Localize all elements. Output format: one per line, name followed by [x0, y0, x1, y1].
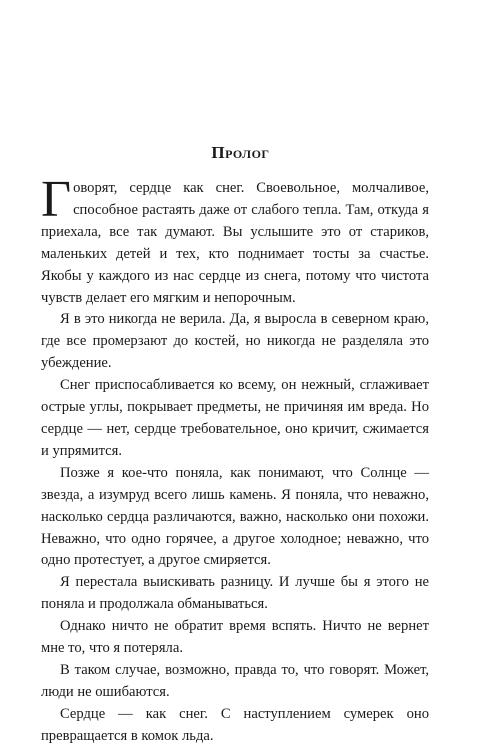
- drop-cap: Г: [41, 171, 72, 228]
- paragraph-8: Сердце — как снег. С наступлением сумерек оно превращается в комок льда.: [41, 705, 429, 744]
- paragraph-2: Я в это никогда не верила. Да, я выросла в северном краю, где все промерзают до костей, но никогда не разделяла это убеждение.: [41, 311, 429, 372]
- paragraph-7: В таком случае, возможно, правда то, что говорят. Может, люди не ошибаются.: [41, 661, 429, 700]
- paragraph-1-text: оворят, сердце как снег. Своевольное, молчаливое, способное растаять даже от слабого тепла. Там, откуда я приехала, все так думают. Вы услышите это от стариков, маленьких детей и тех, кто поднимает тосты за счастье. Якобы у каждого из нас сердце из снега, потому что чистота чувств делает его мягким и непорочным.: [41, 180, 429, 306]
- body-text: [41, 171, 429, 748]
- paragraph-3: Снег приспосабливается ко всему, он нежный, сглаживает острые углы, покрывает предметы, не причиняя им вреда. Но сердце — нет, сердце требовательное, оно кричит, сжимается и упрямится.: [41, 377, 429, 459]
- paragraph-6: Однако ничто не обратит время вспять. Ничто не вернет мне то, что я потеряла.: [41, 618, 429, 657]
- paragraph-1: [41, 171, 429, 309]
- chapter-title: Пролог: [211, 143, 270, 162]
- paragraph-4: Позже я кое-что поняла, как понимают, что Солнце — звезда, а изумруд всего лишь камень. Я поняла, что неважно, насколько сердца различаются, важно, насколько они похожи. Неважно, что одно горячее, а другое холодное; неважно, что одно протестует, а другое смиряется.: [41, 464, 429, 569]
- paragraph-5: Я перестала выискивать разницу. И лучше бы я этого не поняла и продолжала обманываться.: [41, 574, 429, 613]
